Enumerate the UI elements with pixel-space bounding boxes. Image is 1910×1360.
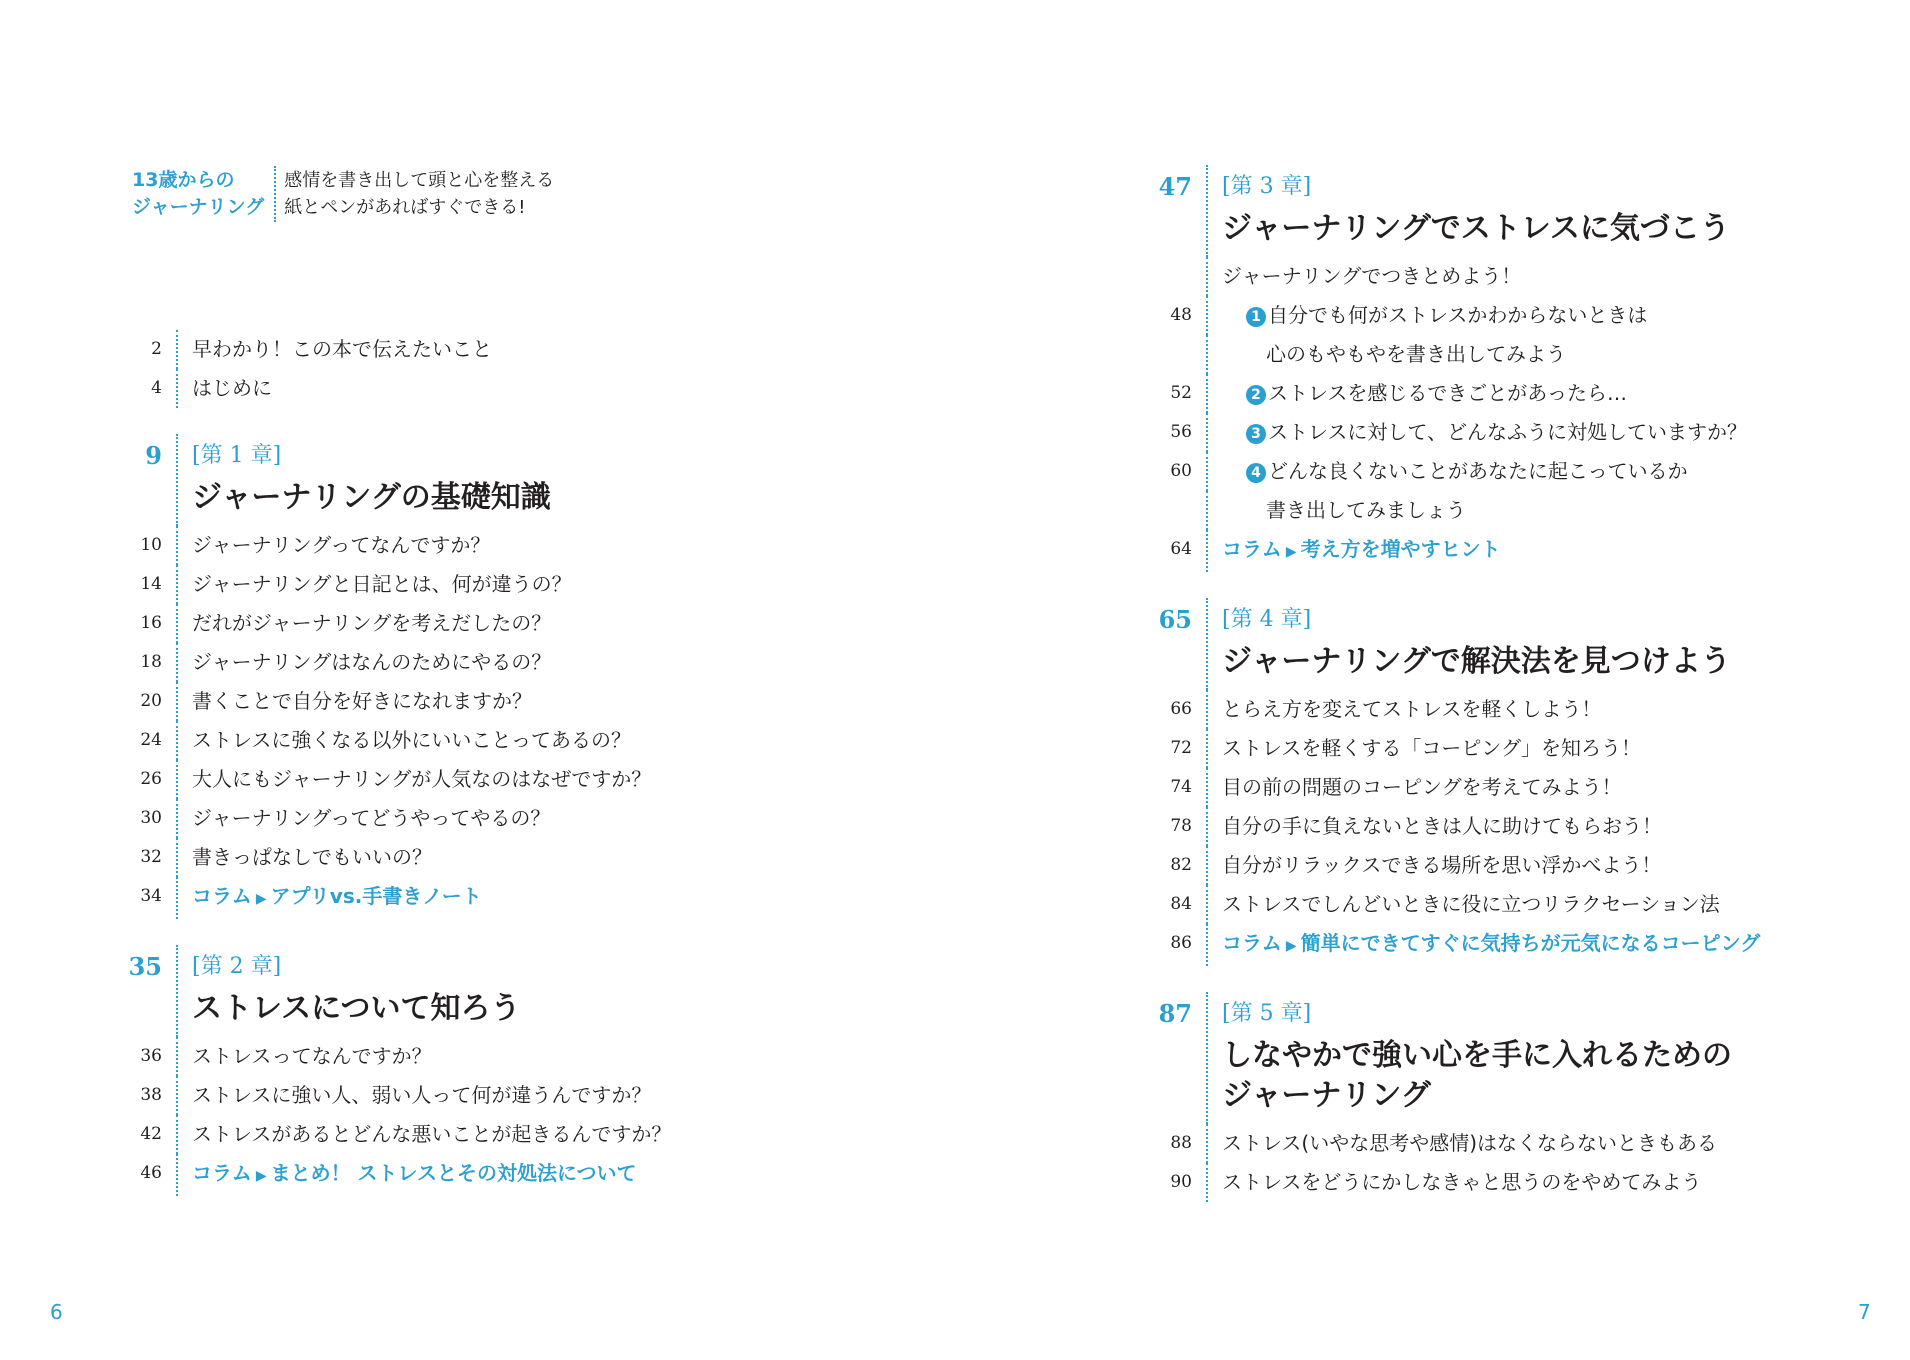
chapter-page-number: 35 (128, 952, 162, 981)
number-badge-icon: 3 (1246, 424, 1266, 444)
chapter-label: [第 3 章] (1222, 174, 1312, 199)
chapter-title: ストレスについて知ろう (192, 991, 521, 1026)
entry-title: 自分でも何がストレスかわからないときは (1268, 303, 1648, 327)
toc-entry[interactable] (120, 1115, 940, 1154)
chapter-label: [第 5 章] (1222, 1001, 1312, 1026)
page-number: 26 (140, 769, 162, 789)
chapter-title: ジャーナリングでストレスに気づこう (1222, 211, 1730, 246)
entry-title: 目の前の問題のコーピングを考えてみよう！ (1222, 775, 1622, 799)
dotted-divider (1206, 296, 1208, 335)
toc-entry[interactable] (1150, 1124, 1890, 1163)
toc-entry[interactable] (1150, 1163, 1890, 1202)
series-title: 13歳からの ジャーナリング (132, 169, 265, 218)
dotted-divider (1206, 1163, 1208, 1202)
entry-title: ストレスがあるとどんな悪いことが起きるんですか？ (192, 1122, 672, 1146)
entry-title: 書くことで自分を好きになれますか？ (192, 689, 532, 713)
entry-title: ストレスを感じるできごとがあったら… (1268, 381, 1627, 405)
column-entry[interactable] (1150, 530, 1890, 572)
page-number: 38 (140, 1085, 162, 1105)
entry-title: どんな良くないことがあなたに起こっているか (1268, 459, 1688, 483)
entry-title: ストレスに強い人、弱い人って何が違うんですか？ (192, 1083, 652, 1107)
dotted-divider (1206, 924, 1208, 966)
page-number: 86 (1170, 933, 1192, 953)
toc-entry[interactable] (1150, 374, 1890, 413)
dotted-divider (176, 1037, 178, 1076)
toc-entry[interactable] (120, 526, 940, 565)
toc-entry[interactable] (120, 604, 940, 643)
number-badge-icon: 1 (1246, 307, 1266, 327)
dotted-divider (1206, 846, 1208, 885)
page-number: 48 (1170, 305, 1192, 325)
dotted-divider (176, 434, 178, 526)
dotted-divider (1206, 690, 1208, 729)
left-page-number: 6 (50, 1300, 63, 1324)
dotted-divider (1206, 413, 1208, 452)
entry-title: だれがジャーナリングを考えだしたの？ (192, 611, 552, 635)
page-number: 16 (140, 613, 162, 633)
toc-left-column (120, 330, 940, 1196)
chapter-page-number: 65 (1158, 605, 1192, 634)
triangle-right-icon: ▶ (1285, 938, 1297, 954)
entry-title: ストレスに強くなる以外にいいことってあるの？ (192, 728, 631, 752)
toc-entry[interactable] (120, 565, 940, 604)
chapter-title: しなやかで強い心を手に入れるための (1222, 1038, 1732, 1073)
column-prefix: コラム (1222, 537, 1282, 561)
page-number: 64 (1170, 539, 1192, 559)
toc-entry[interactable] (1150, 257, 1890, 296)
page-number: 4 (151, 378, 162, 398)
page-number: 78 (1170, 816, 1192, 836)
chapter-3-heading[interactable] (1150, 165, 1890, 257)
page-number: 84 (1170, 894, 1192, 914)
chapter-page-number: 9 (145, 441, 162, 470)
chapter-label: [第 4 章] (1222, 607, 1312, 632)
toc-entry[interactable] (120, 760, 940, 799)
book-header (132, 166, 554, 222)
toc-entry-continued[interactable] (1150, 491, 1890, 530)
page-number: 74 (1170, 777, 1192, 797)
dotted-divider (1206, 335, 1208, 374)
dotted-divider (176, 369, 178, 408)
page-number: 42 (140, 1124, 162, 1144)
entry-title: ストレスをどうにかしなきゃと思うのをやめてみよう (1222, 1170, 1702, 1194)
page-number: 32 (140, 847, 162, 867)
chapter-4-heading[interactable] (1150, 598, 1890, 690)
page-number: 90 (1170, 1172, 1192, 1192)
dotted-divider (1206, 491, 1208, 530)
dotted-divider (176, 682, 178, 721)
page-number: 30 (140, 808, 162, 828)
page-number: 72 (1170, 738, 1192, 758)
right-page-number: 7 (1858, 1300, 1871, 1324)
chapter-page-number: 47 (1158, 172, 1192, 201)
column-title: まとめ！ ストレスとその対処法について (270, 1161, 637, 1185)
toc-entry[interactable] (1150, 690, 1890, 729)
dotted-divider (176, 838, 178, 877)
entry-title: はじめに (192, 376, 272, 400)
column-entry[interactable] (120, 1154, 940, 1196)
number-badge-icon: 4 (1246, 463, 1266, 483)
dotted-divider (176, 760, 178, 799)
toc-entry[interactable] (1150, 452, 1890, 491)
toc-entry[interactable] (1150, 768, 1890, 807)
dotted-divider (1206, 165, 1208, 257)
entry-title: ストレスを軽くする「コーピング」を知ろう！ (1222, 736, 1641, 760)
page-number: 2 (151, 339, 162, 359)
entry-title: 書きっぱなしでもいいの？ (192, 845, 432, 869)
dotted-divider (1206, 530, 1208, 572)
chapter-2-items (120, 1037, 940, 1154)
page-number: 46 (140, 1163, 162, 1183)
entry-title: 自分の手に負えないときは人に助けてもらおう！ (1222, 814, 1662, 838)
chapter-4-items (1150, 690, 1890, 924)
header-divider (274, 166, 276, 222)
dotted-divider (1206, 374, 1208, 413)
dotted-divider (1206, 992, 1208, 1124)
toc-entry[interactable] (120, 838, 940, 877)
entry-title: ジャーナリングでつきとめよう！ (1222, 264, 1522, 288)
dotted-divider (176, 526, 178, 565)
dotted-divider (176, 604, 178, 643)
page-number: 66 (1170, 699, 1192, 719)
chapter-title: ジャーナリングで解決法を見つけよう (1222, 644, 1731, 679)
toc-entry[interactable] (120, 330, 940, 369)
toc-entry[interactable] (1150, 885, 1890, 924)
toc-entry[interactable] (120, 799, 940, 838)
column-title: 考え方を増やすヒント (1300, 537, 1501, 561)
entry-title: ジャーナリングはなんのためにやるの？ (192, 650, 552, 674)
page-number: 34 (140, 886, 162, 906)
dotted-divider (1206, 885, 1208, 924)
dotted-divider (1206, 729, 1208, 768)
column-prefix: コラム (192, 884, 252, 908)
page-number: 24 (140, 730, 162, 750)
chapter-2-heading[interactable] (120, 945, 940, 1037)
dotted-divider (1206, 1124, 1208, 1163)
toc-entry[interactable] (120, 1076, 940, 1115)
chapter-1-items (120, 526, 940, 877)
entry-title: ストレスでしんどいときに役に立つリラクセーション法 (1222, 892, 1720, 916)
toc-entry[interactable] (120, 643, 940, 682)
toc-entry[interactable] (1150, 807, 1890, 846)
dotted-divider (176, 721, 178, 760)
book-subtitle: 感情を書き出して頭と心を整える 紙とペンがあればすぐできる! (284, 170, 555, 218)
entry-title: ストレス(いやな思考や感情)はなくならないときもある (1222, 1131, 1718, 1155)
toc-entry[interactable] (120, 682, 940, 721)
entry-title: 心のもやもやを書き出してみよう (1266, 342, 1566, 366)
column-title: アプリvs.手書きノート (270, 884, 482, 908)
entry-title: ジャーナリングと日記とは、何が違うの？ (192, 572, 572, 596)
chapter-5-items (1150, 1124, 1890, 1202)
toc-entry[interactable] (1150, 296, 1890, 335)
page-number: 56 (1170, 422, 1192, 442)
dotted-divider (1206, 452, 1208, 491)
toc-entry[interactable] (1150, 413, 1890, 452)
chapter-title-continued: ジャーナリング (1222, 1078, 1431, 1113)
entry-title: 早わかり！この本で伝えたいこと (192, 337, 492, 361)
page-number: 88 (1170, 1133, 1192, 1153)
page-number: 82 (1170, 855, 1192, 875)
entry-title: ジャーナリングってどうやってやるの？ (192, 806, 551, 830)
triangle-right-icon: ▶ (255, 891, 267, 907)
dotted-divider (176, 1076, 178, 1115)
column-prefix: コラム (1222, 931, 1282, 955)
column-entry[interactable] (120, 877, 940, 919)
entry-title: 大人にもジャーナリングが人気なのはなぜですか？ (192, 767, 652, 791)
page-number: 36 (140, 1046, 162, 1066)
column-title: 簡単にできてすぐに気持ちが元気になるコーピング (1300, 931, 1761, 955)
triangle-right-icon: ▶ (255, 1168, 267, 1184)
chapter-title: ジャーナリングの基礎知識 (192, 480, 551, 515)
entry-title: ストレスってなんですか？ (192, 1044, 432, 1068)
column-prefix: コラム (192, 1161, 252, 1185)
dotted-divider (1206, 807, 1208, 846)
chapter-label: [第 1 章] (192, 443, 282, 468)
dotted-divider (176, 1154, 178, 1196)
number-badge-icon: 2 (1246, 385, 1266, 405)
dotted-divider (176, 1115, 178, 1154)
toc-entry[interactable] (1150, 729, 1890, 768)
toc-entry[interactable] (1150, 846, 1890, 885)
page-number: 20 (140, 691, 162, 711)
chapter-5-heading[interactable] (1150, 992, 1890, 1124)
page-number: 14 (140, 574, 162, 594)
entry-title: 自分がリラックスできる場所を思い浮かべよう！ (1222, 853, 1662, 877)
page-number: 10 (140, 535, 162, 555)
column-entry[interactable] (1150, 924, 1890, 966)
chapter-1-heading[interactable] (120, 434, 940, 526)
page-number: 52 (1170, 383, 1192, 403)
dotted-divider (1206, 598, 1208, 690)
dotted-divider (176, 565, 178, 604)
dotted-divider (1206, 257, 1208, 296)
dotted-divider (176, 643, 178, 682)
toc-entry[interactable] (120, 1037, 940, 1076)
entry-title: 書き出してみましょう (1266, 498, 1466, 522)
dotted-divider (176, 799, 178, 838)
entry-title: とらえ方を変えてストレスを軽くしよう！ (1222, 697, 1602, 721)
triangle-right-icon: ▶ (1285, 544, 1297, 560)
toc-right-column (1150, 165, 1890, 1202)
entry-title: ストレスに対して、どんなふうに対処していますか？ (1268, 420, 1747, 444)
toc-entry[interactable] (120, 721, 940, 760)
chapter-3-items (1150, 296, 1890, 530)
page-number: 60 (1170, 461, 1192, 481)
chapter-label: [第 2 章] (192, 954, 282, 979)
dotted-divider (176, 330, 178, 369)
entry-title: ジャーナリングってなんですか？ (192, 533, 491, 557)
chapter-page-number: 87 (1158, 999, 1192, 1028)
toc-entry-continued[interactable] (1150, 335, 1890, 374)
dotted-divider (1206, 768, 1208, 807)
dotted-divider (176, 945, 178, 1037)
dotted-divider (176, 877, 178, 919)
toc-entry[interactable] (120, 369, 940, 408)
page-number: 18 (140, 652, 162, 672)
